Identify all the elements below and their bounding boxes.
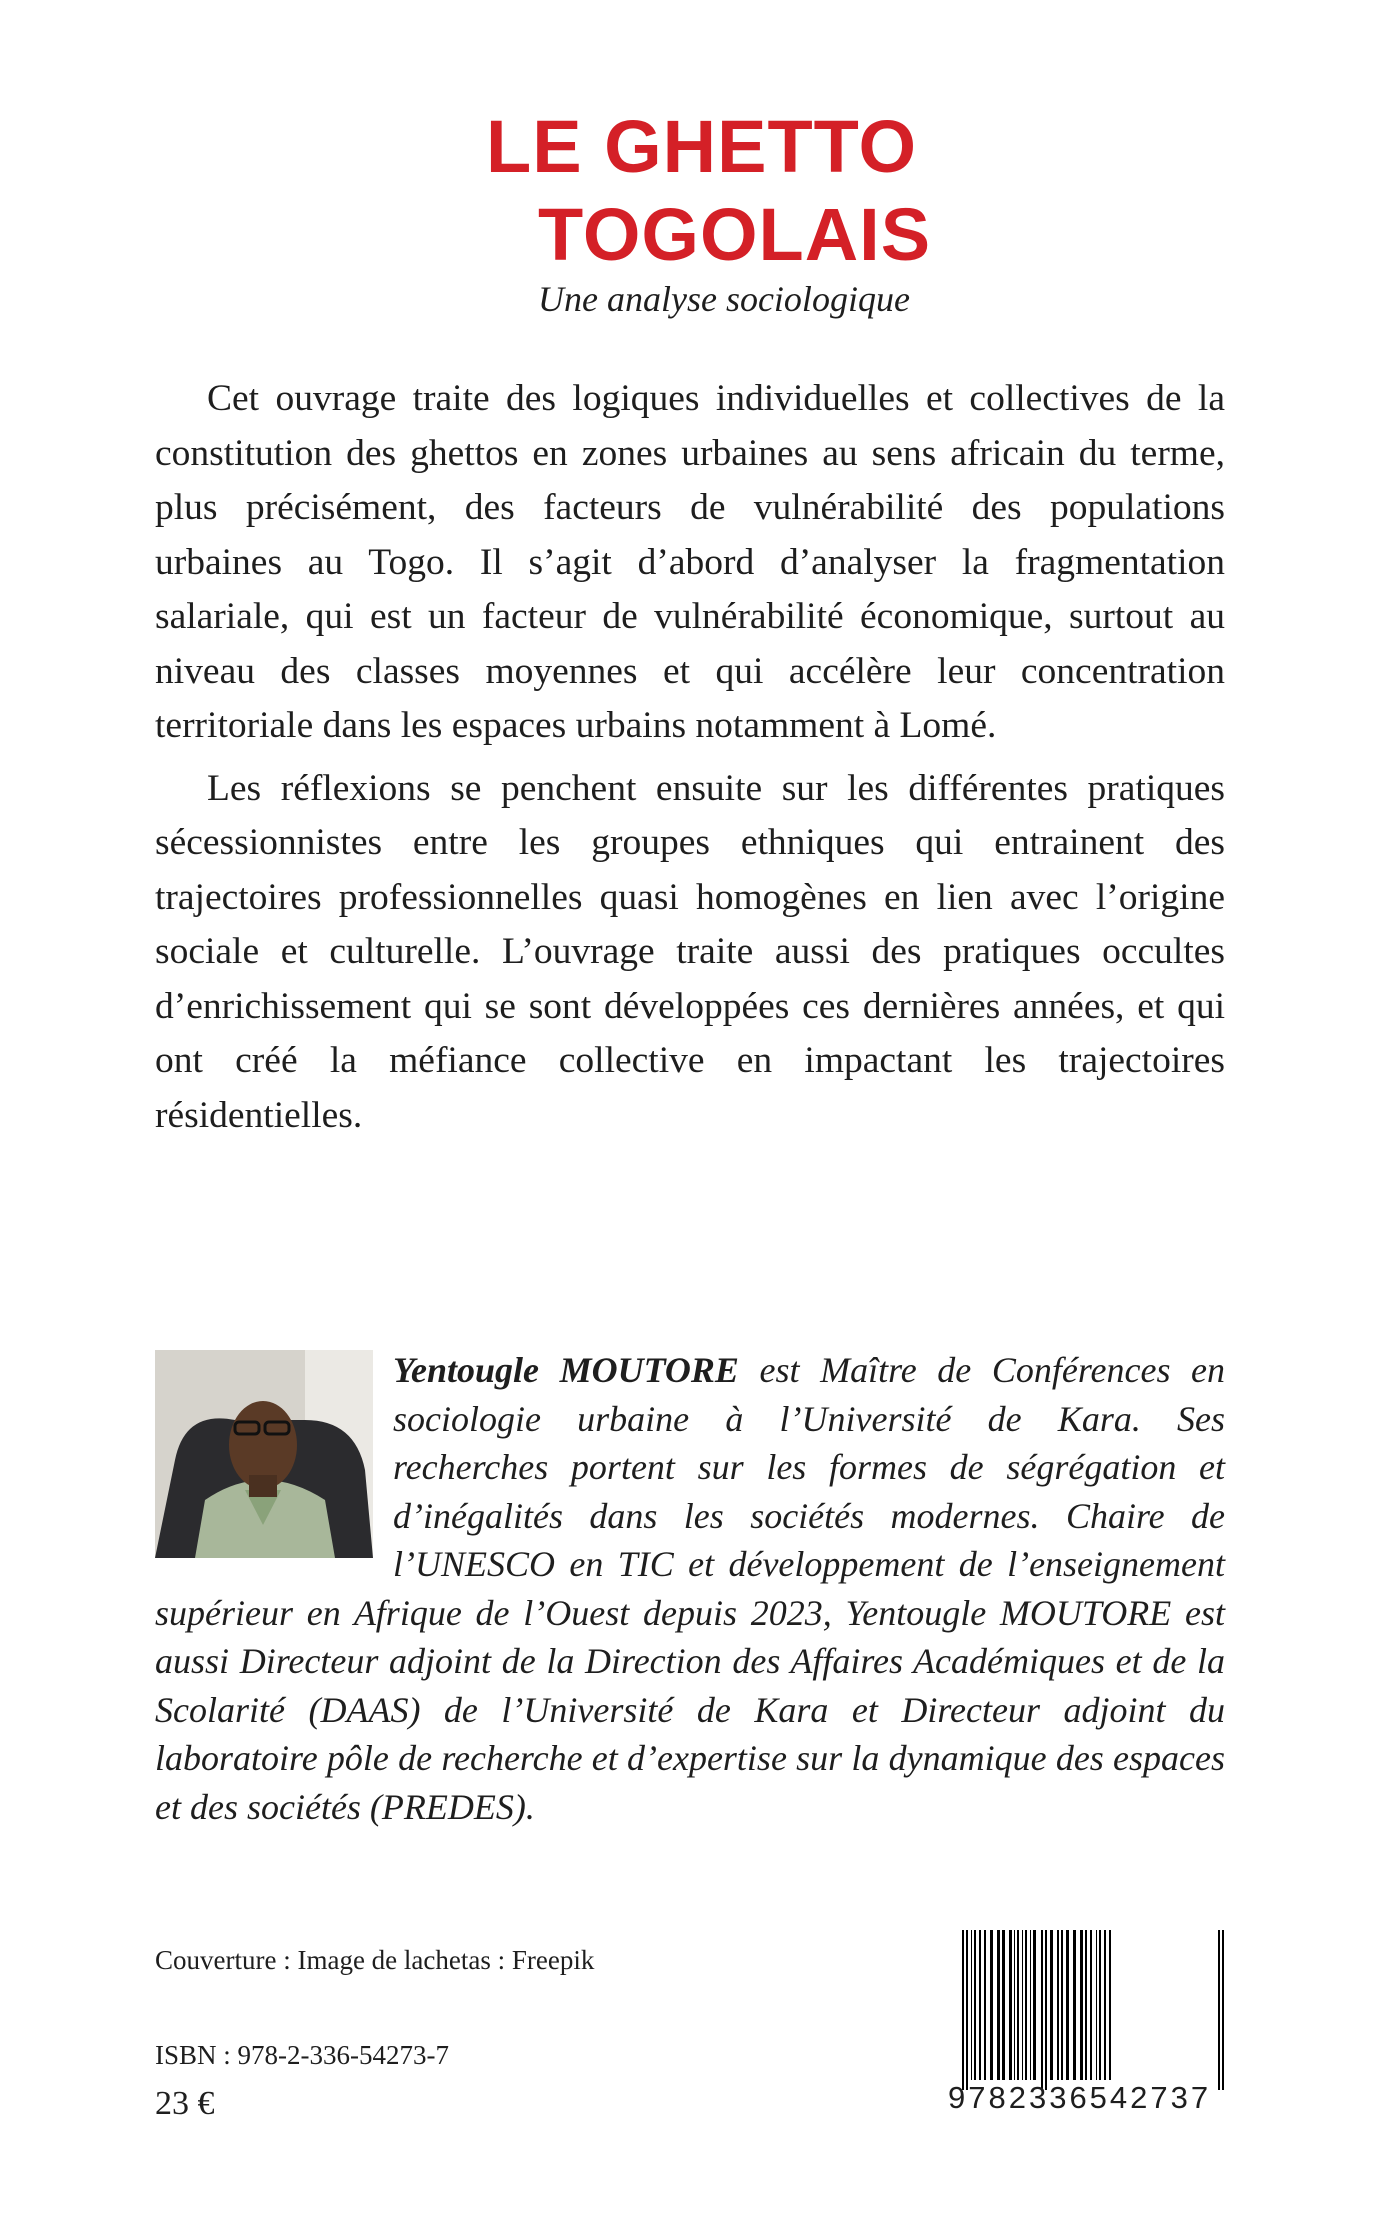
barcode-bar: [974, 1930, 976, 2080]
barcode-bar: [1104, 1930, 1106, 2080]
barcode-bar: [997, 1930, 1000, 2080]
barcode-bar: [1085, 1930, 1087, 2080]
barcode-bar: [1050, 1930, 1053, 2080]
barcode-bar: [990, 1930, 993, 2080]
barcode-number: 9782336542737: [948, 2080, 1212, 2115]
isbn: ISBN : 978-2-336-54273-7: [155, 2040, 449, 2070]
author-name: Yentougle MOUTORE: [393, 1350, 739, 1390]
barcode: [958, 1930, 1234, 2090]
summary-paragraph-2: Les réflexions se penchent ensuite sur les différentes pratiques sécessionnistes entre les groupes ethniques qui entrainent des trajectoires professionnelles quasi homogènes en lien avec l’origine sociale et culturelle. L’ouvrage traite aussi des pratiques occultes d’enrichissement qui se sont développées ces dernières années, et qui ont créé la méfiance collective en impactant les trajectoires résidentielles.: [155, 767, 1225, 1136]
summary-text: [155, 372, 1225, 1143]
price: 23 €: [155, 2085, 215, 2122]
barcode-bar: [1090, 1930, 1092, 2080]
barcode-bar: [1030, 1930, 1031, 2080]
barcode-bar: [962, 1930, 964, 2090]
barcode-bar: [1061, 1930, 1063, 2080]
cover-credit: Couverture : Image de lachetas : Freepik: [155, 1945, 595, 1975]
barcode-bar: [979, 1930, 981, 2080]
barcode-bar: [1096, 1930, 1097, 2080]
barcode-bar: [1099, 1930, 1101, 2080]
barcode-bar: [1025, 1930, 1027, 2080]
barcode-bar: [1045, 1930, 1047, 2090]
barcode-bar: [1022, 1930, 1023, 2080]
barcode-bar: [1014, 1930, 1015, 2080]
title-line-1: LE GHETTO: [486, 105, 918, 188]
barcode-bar: [1041, 1930, 1043, 2090]
barcode-bars: [958, 1930, 1234, 2090]
barcode-bar: [1009, 1930, 1012, 2080]
barcode-bar: [966, 1930, 968, 2090]
barcode-bar: [1080, 1930, 1083, 2080]
author-bio: [155, 1346, 1225, 1831]
subtitle: Une analyse sociologique: [538, 279, 910, 319]
barcode-bar: [1066, 1930, 1069, 2080]
summary-paragraph-1: Cet ouvrage traite des logiques individuelles et collectives de la constitution des ghettos en zones urbaines au sens africain du terme, plus précisément, des facteurs de vulnérabilité des populations urbaines au Togo. Il s’agit d’abord d’analyser la fragmentation salariale, qui est un facteur de vulnérabilité économique, surtout au niveau des classes moyennes et qui accélère leur concentration territoriale dans les espaces urbains notamment à Lomé.: [155, 378, 1225, 746]
barcode-bar: [1057, 1930, 1059, 2080]
title-line-2: TOGOLAIS: [538, 193, 932, 276]
barcode-bar: [984, 1930, 986, 2080]
barcode-bar: [1073, 1930, 1076, 2080]
barcode-bar: [1033, 1930, 1036, 2080]
barcode-bar: [971, 1930, 972, 2080]
barcode-bar: [1222, 1930, 1224, 2090]
barcode-bar: [1218, 1930, 1220, 2090]
barcode-bar: [1109, 1930, 1111, 2080]
barcode-bar: [1017, 1930, 1019, 2080]
barcode-bar: [1002, 1930, 1005, 2080]
photo-space: [155, 1346, 393, 1546]
author-bio-text: est Maître de Conférences en sociologie urbaine à l’Université de Kara. Ses recherches portent sur les formes de ségrégation et d’inégalités dans les sociétés modernes. Chaire de l’UNESCO en TIC et développement de l’enseignement supérieur en Afrique de l’Ouest depuis 2023, Yentougle MOUTORE est aussi Directeur adjoint de la Direction des Affaires Académiques et de la Scolarité (DAAS) de l’Université de Kara et Directeur adjoint du laboratoire pôle de recherche et d’expertise sur la dynamique des espaces et des sociétés (PREDES).: [155, 1350, 1226, 1827]
